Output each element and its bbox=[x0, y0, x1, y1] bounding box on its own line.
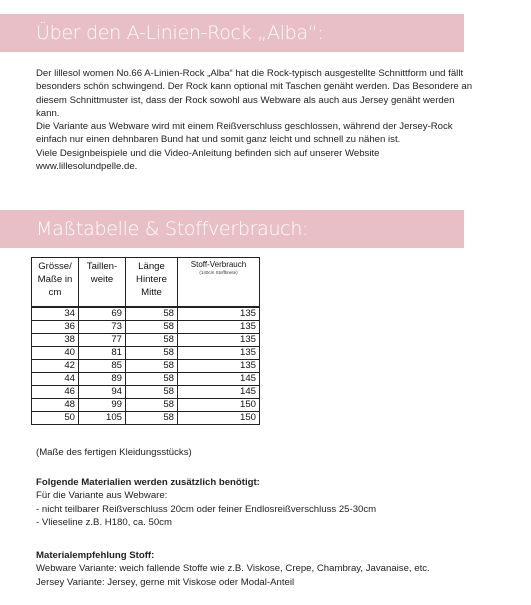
intro-line: diesem Schnittmuster ist, dass der Rock sowohl aus Webware als auch aus Jersey genäht werden bbox=[36, 94, 455, 106]
table-cell: 48 bbox=[32, 399, 79, 412]
materials-line: Für die Variante aus Webware: bbox=[36, 490, 168, 502]
table-cell: 81 bbox=[79, 347, 126, 360]
table-row bbox=[32, 321, 260, 334]
intro-line: einfach nur einen dehnbaren Bund hat und somit ganz leicht und schnell zu nähen ist. bbox=[36, 134, 401, 146]
table-cell: 150 bbox=[178, 412, 260, 425]
table-cell: 34 bbox=[32, 307, 79, 321]
table-row bbox=[32, 347, 260, 360]
table-cell: 38 bbox=[32, 334, 79, 347]
table-cell: 135 bbox=[178, 360, 260, 373]
header-fabric-label: Stoff-Verbrauch bbox=[190, 260, 247, 269]
intro-line: besonders schön schwingend. Der Rock kann optional mit Taschen genäht werden. Das Besondere an bbox=[36, 81, 473, 93]
table-cell: 135 bbox=[178, 334, 260, 347]
table-cell: 58 bbox=[126, 347, 178, 360]
fabric-section bbox=[36, 549, 526, 589]
fabric-line: Webware Variante: weich fallende Stoffe wie z.B. Viskose, Crepe, Chambray, Javanaise, etc. bbox=[36, 563, 430, 575]
table-cell: 42 bbox=[32, 360, 79, 373]
table-cell: 150 bbox=[178, 399, 260, 412]
intro-line: Der lillesol women No.66 A-Linien-Rock „Alba“ hat die Rock-typisch ausgestellte Schnittform und fällt bbox=[36, 68, 464, 79]
table-row bbox=[32, 334, 260, 347]
table-cell: 89 bbox=[79, 373, 126, 386]
table-cell: 46 bbox=[32, 386, 79, 399]
size-table bbox=[31, 257, 260, 425]
materials-title: Folgende Materialien werden zusätzlich benötigt: bbox=[36, 477, 260, 488]
table-cell: 58 bbox=[126, 373, 178, 386]
table-cell: 44 bbox=[32, 373, 79, 386]
table-note: (Maße des fertigen Kleidungsstücks) bbox=[36, 447, 192, 458]
table-row bbox=[32, 386, 260, 399]
table-row bbox=[32, 373, 260, 386]
table-cell: 40 bbox=[32, 347, 79, 360]
materials-section bbox=[36, 476, 526, 529]
header-fabric-note: (140cm Stoffbreite) bbox=[199, 270, 238, 275]
table-header-row bbox=[32, 258, 260, 308]
intro-line: Viele Designbeispiele und die Video-Anleitung befinden sich auf unserer Website bbox=[36, 147, 380, 159]
section-heading-size-table: Maßtabelle & Stoffverbrauch: bbox=[0, 210, 464, 248]
table-cell: 135 bbox=[178, 347, 260, 360]
intro-line: Die Variante aus Webware wird mit einem Reißverschluss geschlossen, während der Jersey-Rock bbox=[36, 121, 453, 133]
table-cell: 58 bbox=[126, 307, 178, 321]
table-cell: 105 bbox=[79, 412, 126, 425]
header-fabric bbox=[178, 258, 260, 308]
table-row bbox=[32, 360, 260, 373]
table-cell: 77 bbox=[79, 334, 126, 347]
fabric-title: Materialempfehlung Stoff: bbox=[36, 550, 155, 561]
table-cell: 99 bbox=[79, 399, 126, 412]
table-cell: 58 bbox=[126, 412, 178, 425]
table-cell: 50 bbox=[32, 412, 79, 425]
table-cell: 36 bbox=[32, 321, 79, 334]
table-cell: 94 bbox=[79, 386, 126, 399]
header-length: Länge Hintere Mitte bbox=[126, 258, 178, 308]
table-cell: 58 bbox=[126, 334, 178, 347]
header-waist: Taillen-weite bbox=[79, 258, 126, 308]
table-cell: 135 bbox=[178, 321, 260, 334]
table-cell: 73 bbox=[79, 321, 126, 334]
intro-line: www.lillesolundpelle.de. bbox=[36, 161, 138, 173]
intro-text bbox=[36, 67, 526, 173]
table-cell: 135 bbox=[178, 307, 260, 321]
intro-line: kann. bbox=[36, 107, 60, 119]
header-size: Grösse/ Maße in cm bbox=[32, 258, 79, 308]
table-cell: 58 bbox=[126, 386, 178, 399]
table-cell: 85 bbox=[79, 360, 126, 373]
materials-line: - nicht teilbarer Reißverschluss 20cm oder feiner Endlosreißverschluss 25-30cm bbox=[36, 503, 377, 515]
materials-line: - Vlieseline z.B. H180, ca. 50cm bbox=[36, 516, 172, 528]
table-cell: 145 bbox=[178, 373, 260, 386]
section-heading-about: Über den A-Linien-Rock „Alba“: bbox=[0, 14, 464, 52]
table-row bbox=[32, 412, 260, 425]
table-cell: 58 bbox=[126, 399, 178, 412]
table-cell: 58 bbox=[126, 321, 178, 334]
table-cell: 69 bbox=[79, 307, 126, 321]
table-cell: 58 bbox=[126, 360, 178, 373]
table-cell: 145 bbox=[178, 386, 260, 399]
table-row bbox=[32, 307, 260, 321]
table-row bbox=[32, 399, 260, 412]
fabric-line: Jersey Variante: Jersey, gerne mit Viskose oder Modal-Anteil bbox=[36, 576, 295, 588]
